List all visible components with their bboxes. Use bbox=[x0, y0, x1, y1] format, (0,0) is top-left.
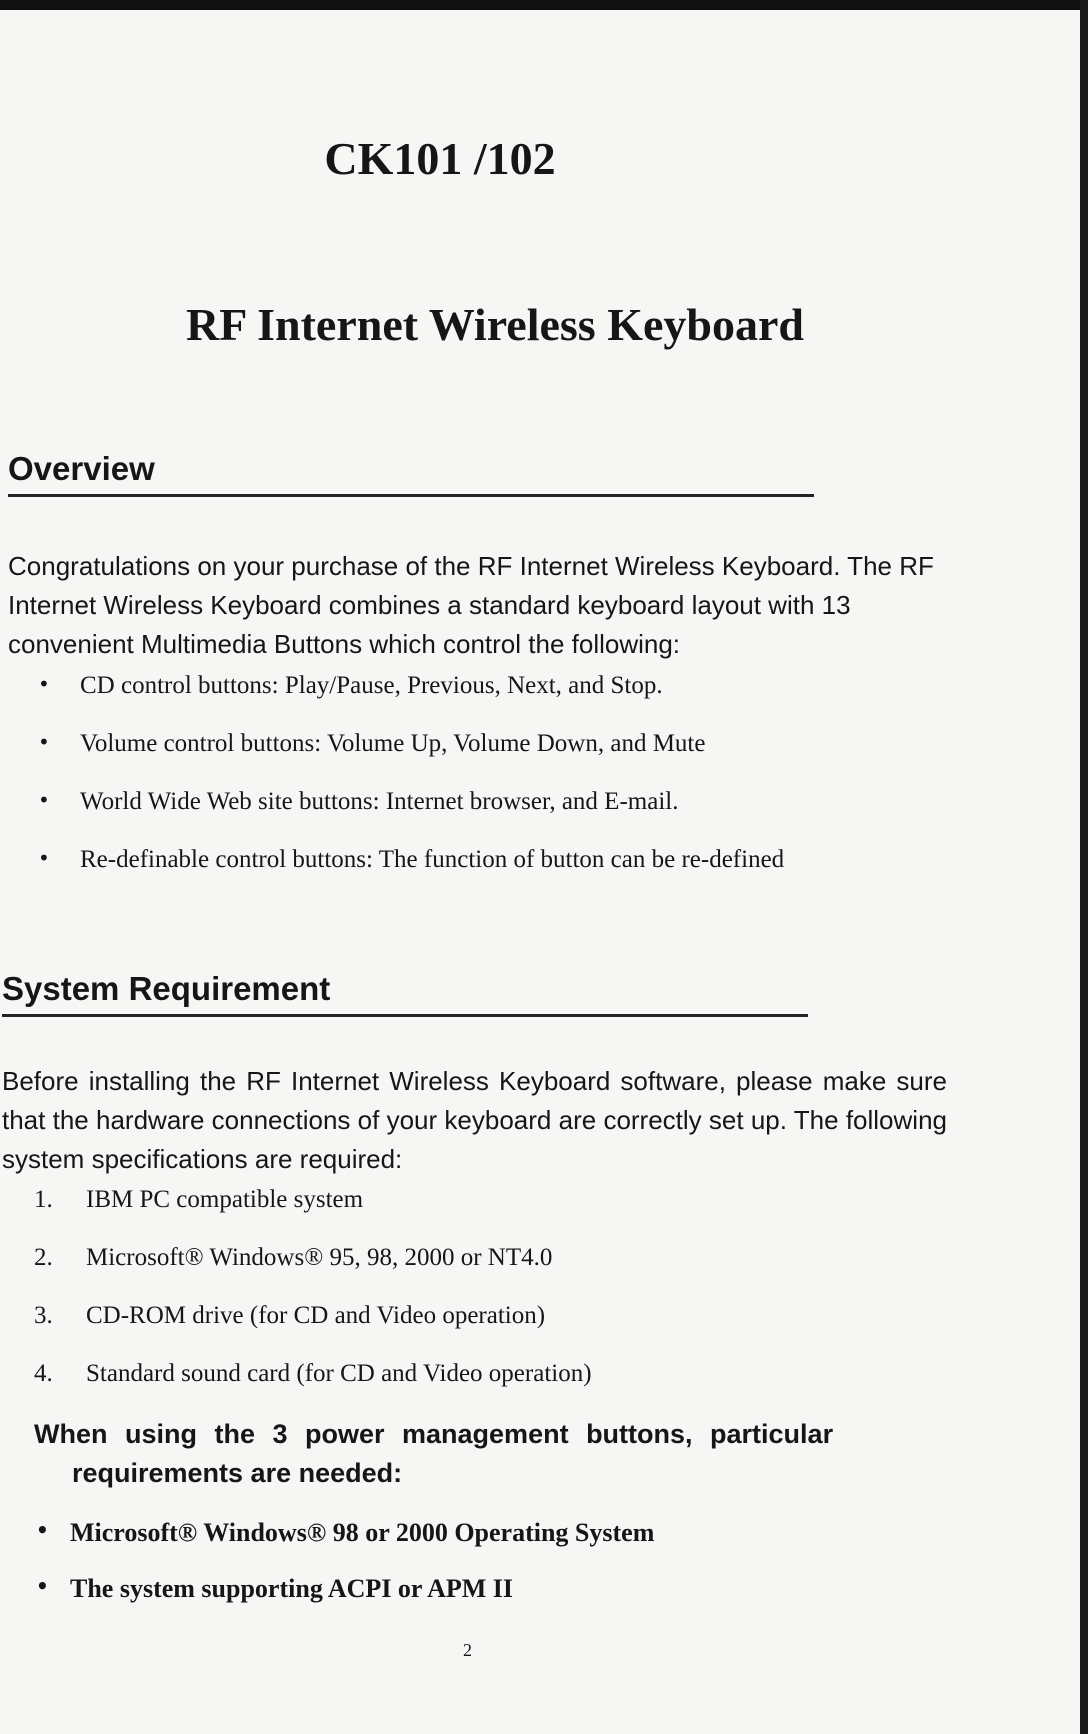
requirement-list bbox=[0, 1186, 592, 1418]
list-item bbox=[0, 1244, 592, 1302]
list-item: • Volume control buttons: Volume Up, Volume Down, and Mute bbox=[0, 730, 784, 788]
overview-intro: Congratulations on your purchase of the RF Internet Wireless Keyboard. The RF Internet Wireless Keyboard combines a standard keyboard layout with 13 convenient Multimedia Buttons which control the following: bbox=[8, 551, 934, 659]
list-item bbox=[0, 1360, 592, 1418]
list-text: CD-ROM drive (for CD and Video operation) bbox=[86, 1302, 546, 1329]
list-number: 4. bbox=[34, 1360, 53, 1387]
system-requirement-heading: System Requirement bbox=[2, 970, 808, 1017]
list-number: 2. bbox=[34, 1244, 53, 1271]
document-title: RF Internet Wireless Keyboard bbox=[186, 299, 804, 350]
list-item: • World Wide Web site buttons: Internet browser, and E-mail. bbox=[0, 788, 784, 846]
model-title: CK101 /102 bbox=[324, 133, 556, 184]
list-item bbox=[0, 1302, 592, 1360]
overview-heading: Overview bbox=[8, 450, 814, 497]
list-number: 3. bbox=[34, 1302, 53, 1329]
list-item bbox=[0, 1186, 592, 1244]
page-number: 2 bbox=[463, 1640, 472, 1660]
list-item: • The system supporting ACPI or APM II bbox=[0, 1574, 654, 1630]
list-item: • Microsoft® Windows® 98 or 2000 Operating System bbox=[0, 1518, 654, 1574]
power-requirement-list bbox=[0, 1518, 654, 1630]
list-item: • Re-definable control buttons: The function of button can be re-defined bbox=[0, 846, 784, 904]
power-note-line-1: When using the 3 power management buttons, particular bbox=[34, 1419, 834, 1449]
power-management-note bbox=[34, 1415, 944, 1493]
power-note-line-2: requirements are needed: bbox=[72, 1458, 403, 1488]
scan-edge bbox=[1080, 0, 1088, 1734]
list-text: IBM PC compatible system bbox=[86, 1186, 364, 1213]
list-number: 1. bbox=[34, 1186, 53, 1213]
feature-list bbox=[0, 672, 784, 904]
list-text: Microsoft® Windows® 95, 98, 2000 or NT4.0 bbox=[86, 1244, 553, 1271]
system-requirement-intro: Before installing the RF Internet Wireless Keyboard software, please make sure that the hardware connections of your keyboard are correctly set up. The following system specifications are required: bbox=[2, 1066, 947, 1174]
list-item: • CD control buttons: Play/Pause, Previous, Next, and Stop. bbox=[0, 672, 784, 730]
list-text: Standard sound card (for CD and Video operation) bbox=[86, 1360, 592, 1387]
